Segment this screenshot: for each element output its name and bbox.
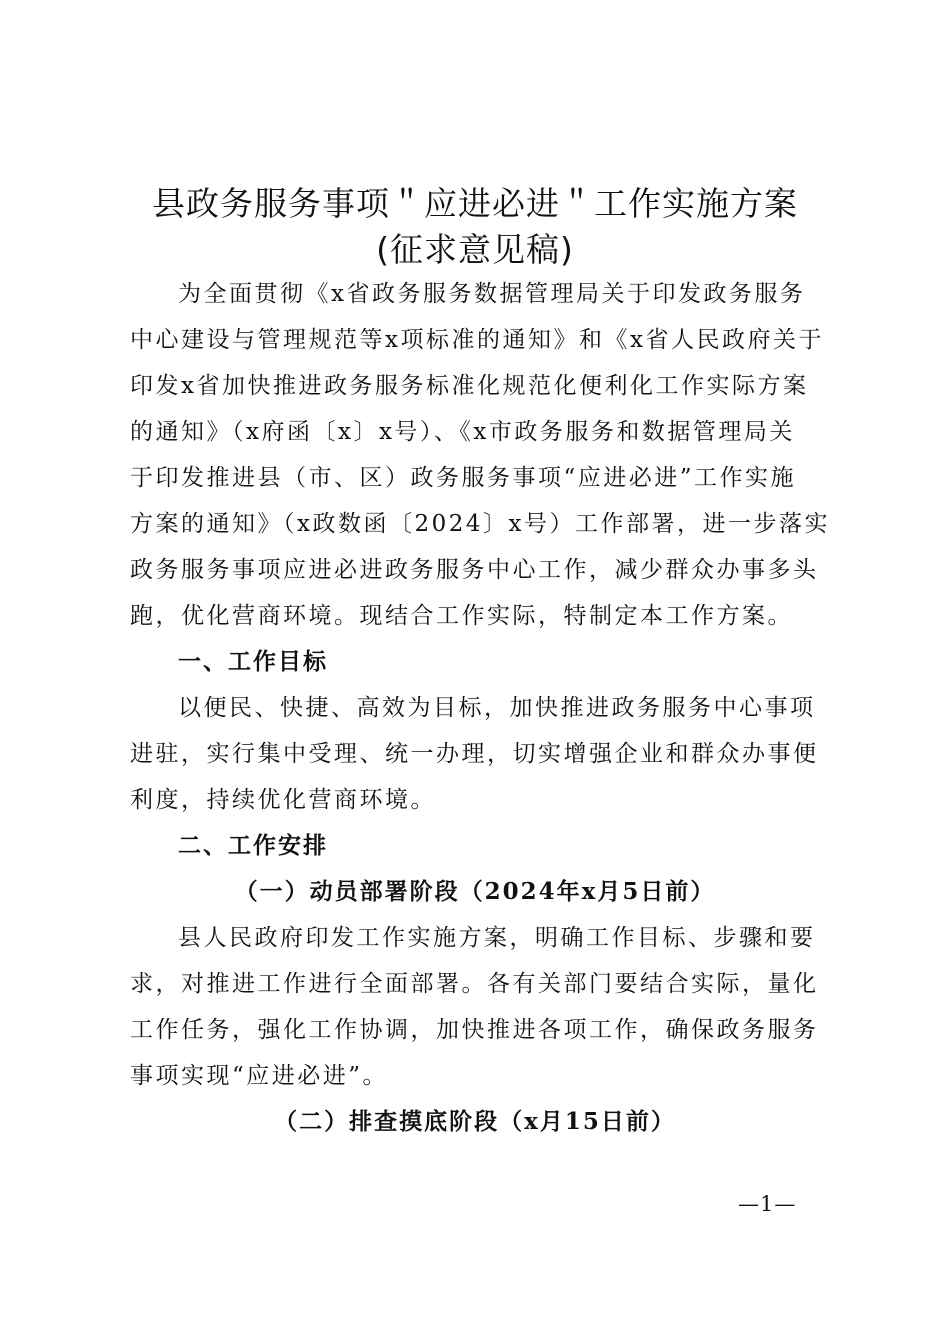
intro-line: 于印发推进县（市、区）政务服务事项“应进必进”工作实施 bbox=[130, 465, 797, 491]
mobilization-line: 工作任务，强化工作协调，加快推进各项工作，确保政务服务 bbox=[130, 1017, 819, 1043]
goals-line: 以便民、快捷、高效为目标，加快推进政务服务中心事项 bbox=[178, 695, 816, 721]
document-title: 县政务服务事项＂应进必进＂工作实施方案 bbox=[152, 184, 798, 223]
page-number: —1— bbox=[738, 1192, 797, 1216]
section-heading-goals: 一、工作目标 bbox=[178, 649, 328, 675]
intro-line: 中心建设与管理规范等x项标准的通知》和《x省人民政府关于 bbox=[130, 327, 824, 353]
goals-line: 进驻，实行集中受理、统一办理，切实增强企业和群众办事便 bbox=[130, 741, 819, 767]
intro-line: 的通知》（x府函〔x〕x号）、《x市政务服务和数据管理局关 bbox=[130, 419, 795, 445]
subsection-heading-survey: （二）排查摸底阶段（x月15日前） bbox=[274, 1108, 676, 1135]
intro-line: 政务服务事项应进必进政务服务中心工作，减少群众办事多头 bbox=[130, 557, 819, 583]
mobilization-line: 县人民政府印发工作实施方案，明确工作目标、步骤和要 bbox=[178, 925, 816, 951]
section-heading-arrangement: 二、工作安排 bbox=[178, 833, 328, 859]
intro-line: 印发x省加快推进政务服务标准化规范化便利化工作实际方案 bbox=[130, 373, 809, 399]
mobilization-line: 事项实现“应进必进”。 bbox=[130, 1063, 389, 1089]
subsection-heading-mobilization: （一）动员部署阶段（2024年x月5日前） bbox=[234, 878, 716, 905]
goals-line: 利度，持续优化营商环境。 bbox=[130, 787, 436, 813]
document-subtitle: (征求意见稿) bbox=[376, 230, 574, 269]
intro-line: 为全面贯彻《x省政务服务数据管理局关于印发政务服务 bbox=[178, 281, 806, 307]
intro-line: 跑，优化营商环境。现结合工作实际，特制定本工作方案。 bbox=[130, 603, 793, 629]
mobilization-line: 求，对推进工作进行全面部署。各有关部门要结合实际，量化 bbox=[130, 971, 819, 997]
intro-line: 方案的通知》（x政数函〔2024〕x号）工作部署，进一步落实 bbox=[130, 511, 830, 537]
